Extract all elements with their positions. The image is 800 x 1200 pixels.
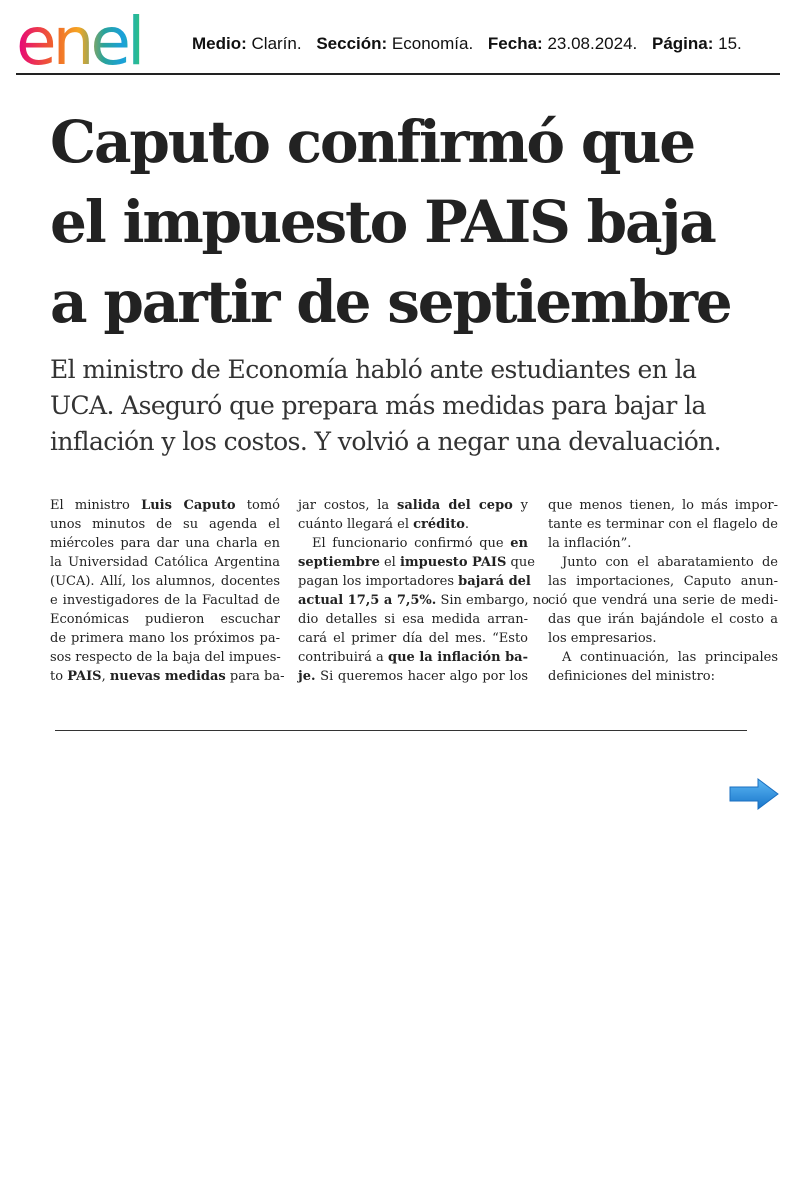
body-line: Junto con el abaratamiento de: [562, 555, 778, 570]
clipping-metadata: [192, 34, 742, 54]
body-line: miércoles para dar una charla en: [50, 536, 280, 551]
pagina-label: Página:: [652, 34, 714, 53]
body-line: das que irán bajándole el costo a: [548, 612, 778, 627]
body-line: la Universidad Católica Argentina: [50, 555, 280, 570]
article-column-3: [548, 496, 778, 686]
article-column-1: [50, 496, 285, 686]
body-line: jar costos, la salida del cepo y: [298, 498, 528, 513]
headline-line: a partir de septiembre: [50, 268, 731, 336]
subhead-line: El ministro de Economía habló ante estudiantes en la: [50, 355, 697, 384]
fecha-value: 23.08.2024.: [547, 34, 638, 53]
article-subhead: [50, 352, 770, 460]
body-line: El ministro Luis Caputo tomó: [50, 498, 280, 513]
body-line: unos minutos de su agenda el: [50, 517, 280, 532]
body-line: los empresarios.: [548, 631, 657, 646]
body-line: la inflación”.: [548, 536, 632, 551]
subhead-line: UCA. Aseguró que prepara más medidas para bajar la: [50, 391, 706, 420]
body-line: El funcionario confirmó que en: [312, 536, 528, 551]
seccion-value: Economía.: [391, 34, 474, 53]
enel-logo: [16, 8, 178, 70]
body-line: septiembre el impuesto PAIS que: [298, 555, 535, 570]
body-line: actual 17,5 a 7,5%. Sin embargo, no: [298, 593, 549, 608]
body-line: je. Si queremos hacer algo por los: [298, 669, 528, 684]
body-line: que menos tienen, lo más impor-: [548, 498, 778, 513]
body-line: definiciones del ministro:: [548, 669, 715, 684]
article-column-2: [298, 496, 549, 686]
subhead-line: inflación y los costos. Y volvió a negar una devaluación.: [50, 427, 722, 456]
body-line: (UCA). Allí, los alumnos, docentes: [50, 574, 280, 589]
medio-value: Clarín.: [251, 34, 302, 53]
body-line: ció que vendrá una serie de medi-: [548, 593, 778, 608]
body-line: sos respecto de la baja del impues-: [50, 650, 281, 665]
body-line: e investigadores de la Facultad de: [50, 593, 280, 608]
article-end-divider: [55, 730, 747, 731]
body-line: Económicas pudieron escuchar: [50, 612, 280, 627]
pagina-value: 15.: [718, 34, 742, 53]
right-arrow-icon[interactable]: [728, 777, 780, 811]
medio-label: Medio:: [192, 34, 247, 53]
svg-text:enel: enel: [16, 8, 142, 70]
headline-line: Caputo confirmó que: [50, 108, 694, 176]
seccion-label: Sección:: [316, 34, 388, 53]
fecha-label: Fecha:: [487, 34, 543, 53]
body-line: contribuirá a que la inflación ba-: [298, 650, 528, 665]
body-line: de primera mano los próximos pa-: [50, 631, 280, 646]
header-divider: [16, 73, 780, 75]
body-line: cará el primer día del mes. “Esto: [298, 631, 528, 646]
body-line: las importaciones, Caputo anun-: [548, 574, 778, 589]
body-line: to PAIS, nuevas medidas para ba-: [50, 669, 285, 684]
body-line: tante es terminar con el flagelo de: [548, 517, 778, 532]
body-line: dio detalles si esa medida arran-: [298, 612, 528, 627]
body-line: cuánto llegará el crédito.: [298, 517, 470, 532]
article-headline: [50, 102, 770, 342]
body-line: A continuación, las principales: [562, 650, 778, 665]
body-line: pagan los importadores bajará del: [298, 574, 531, 589]
headline-line: el impuesto PAIS baja: [50, 188, 715, 256]
